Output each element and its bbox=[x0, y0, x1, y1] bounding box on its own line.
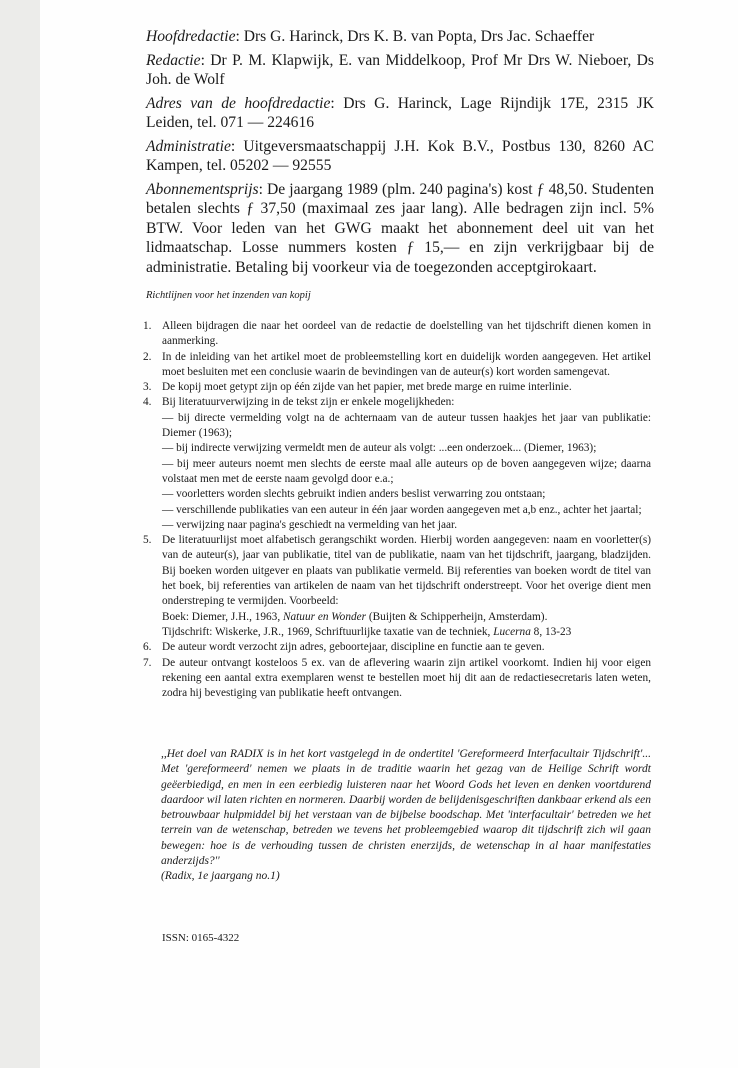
item-text: De auteur ontvangt kosteloos 5 ex. van de aflevering waarin zijn artikel voorkomt. Indien hij voor eigen rekening een aantal extra exemplaren wenst te bestellen moet hij dit aan de redactiesecretaris laten weten, zodra hij bevestiging van publikatie heeft ontvangen. bbox=[162, 656, 651, 700]
example-boek bbox=[162, 610, 651, 625]
hoofdredactie-label: Hoofdredactie bbox=[146, 28, 236, 45]
boek-title: Natuur en Wonder bbox=[282, 610, 367, 623]
example-tijdschrift bbox=[162, 625, 651, 640]
abonnement-label: Abonnementsprijs bbox=[146, 180, 259, 198]
redactie-line bbox=[146, 51, 654, 90]
hoofdredactie-text: : Drs G. Harinck, Drs K. B. van Popta, Drs Jac. Schaeffer bbox=[235, 28, 595, 45]
tijd-title: Lucerna bbox=[493, 625, 531, 638]
radix-quote bbox=[161, 747, 651, 885]
item-number: 3. bbox=[143, 381, 152, 394]
boek-pre: Boek: Diemer, J.H., 1963, bbox=[162, 610, 283, 623]
sub-item: — voorletters worden slechts gebruikt indien anders beslist verwarring zou ontstaan; bbox=[162, 488, 546, 501]
list-item bbox=[143, 656, 651, 702]
item-text: De auteur wordt verzocht zijn adres, geboortejaar, discipline en functie aan te geven. bbox=[162, 641, 545, 654]
item-number: 7. bbox=[143, 656, 152, 669]
administratie-label: Administratie bbox=[146, 137, 231, 155]
sub-item: — bij indirecte verwijzing vermeldt men de auteur als volgt: ...een onderzoek... (Diemer, 1963); bbox=[162, 442, 597, 455]
sub-item: — verwijzing naar pagina's geschiedt na vermelding van het jaar. bbox=[162, 518, 458, 531]
abonnement-text: : De jaargang 1989 (plm. 240 pagina's) kost ƒ 48,50. Studenten betalen slechts ƒ 37,50 (maximaal zes jaar lang). Alle bedragen zijn incl. 5% BTW. Voor leden van het GWG maakt het abonnement deel uit van het lidmaatschap. Losse nummers kosten ƒ 15,— en zijn verkrijgbaar bij de administratie. Betaling bij voorkeur via de toegezonden acceptgirokaart. bbox=[146, 180, 654, 276]
list-item bbox=[143, 395, 651, 533]
item-number: 6. bbox=[143, 641, 152, 654]
list-item bbox=[143, 640, 651, 655]
item-text-with-examples bbox=[162, 533, 651, 640]
abonnement-line bbox=[146, 180, 654, 278]
adres-line bbox=[146, 94, 654, 133]
administratie-text: : Uitgeversmaatschappij J.H. Kok B.V., Postbus 130, 8260 AC Kampen, tel. 05202 — 92555 bbox=[146, 137, 654, 174]
quote-source: (Radix, 1e jaargang no.1) bbox=[161, 870, 280, 883]
page-left-edge bbox=[0, 0, 40, 1068]
hoofdredactie-line bbox=[146, 27, 654, 47]
item-text: De kopij moet getypt zijn op één zijde van het papier, met brede marge en ruime interlinie. bbox=[162, 381, 572, 394]
sub-item: — verschillende publikaties van een auteur in één jaar worden aangegeven met a,b enz., achter het jaartal; bbox=[162, 503, 642, 516]
sub-item: — bij directe vermelding volgt na de achternaam van de auteur tussen haakjes het jaar van publikatie: Diemer (1963); bbox=[162, 411, 651, 440]
boek-post: (Buijten & Schipperheijn, Amsterdam). bbox=[366, 610, 548, 623]
item-number: 4. bbox=[143, 396, 152, 409]
guidelines-list bbox=[143, 319, 651, 701]
tijd-pre: Tijdschrift: Wiskerke, J.R., 1969, Schriftuurlijke taxatie van de techniek, bbox=[162, 625, 494, 638]
tijd-post: 8, 13-23 bbox=[530, 625, 572, 638]
guidelines-title: Richtlijnen voor het inzenden van kopij bbox=[146, 290, 311, 301]
administratie-line bbox=[146, 137, 654, 176]
item-text-with-subitems bbox=[162, 395, 651, 533]
item-number: 2. bbox=[143, 350, 152, 363]
item-text: In de inleiding van het artikel moet de probleemstelling kort en duidelijk worden aangegeven. Het artikel moet besluiten met een conclusie waarin de bevindingen van de auteur(s) kort worden samengevat. bbox=[162, 350, 651, 378]
list-item bbox=[143, 380, 651, 395]
adres-label: Adres van de hoofdredactie bbox=[146, 94, 331, 112]
quote-text: ,,Het doel van RADIX is in het kort vastgelegd in de ondertitel 'Gereformeerd Interfacultair Tijdschrift'... Met 'gereformeerd' nemen we plaats in de traditie waarin het gezag van de Heilige Schrift wordt geëerbiedigd, en men in een eerbiedig luisteren naar het Woord Gods het leven en denken voortdurend daardoor wil laten richten en normeren. Daarbij worden de belijdenisgeschriften dankbaar erkend als een betrouwbaar hulpmiddel bij het verstaan van de bijbelse boodschap. Met 'interfacultair' betreden we het terrein van de wetenschap, betreden we tevens het probleemgebied waarop dit tijdschrift zich wil gaan bewegen: hoe is de verhouding tussen de christen enerzijds, de wetenschap in al haar manifestaties anderzijds?'' bbox=[161, 748, 651, 868]
item-text: Alleen bijdragen die naar het oordeel van de redactie de doelstelling van het tijdschrift dienen komen in aanmerking. bbox=[162, 320, 651, 348]
redactie-text: : Dr P. M. Klapwijk, E. van Middelkoop, Prof Mr Drs W. Nieboer, Ds Joh. de Wolf bbox=[146, 51, 654, 88]
item-number: 1. bbox=[143, 320, 152, 332]
masthead bbox=[146, 27, 654, 281]
adres-text: : Drs G. Harinck, Lage Rijndijk 17E, 2315 JK Leiden, tel. 071 — 224616 bbox=[146, 94, 654, 131]
item-text: Bij literatuurverwijzing in de tekst zijn er enkele mogelijkheden: bbox=[162, 396, 455, 409]
list-item bbox=[143, 319, 651, 350]
item-number: 5. bbox=[143, 534, 152, 547]
list-item bbox=[143, 350, 651, 381]
issn-number: ISSN: 0165-4322 bbox=[162, 932, 240, 944]
sub-item: — bij meer auteurs noemt men slechts de eerste maal alle auteurs op de boven aangegeven wijze; daarna volstaat men met de eerste naam gevolgd door e.a.; bbox=[162, 457, 651, 485]
redactie-label: Redactie bbox=[146, 51, 201, 69]
item-text: De literatuurlijst moet alfabetisch gerangschikt worden. Hierbij worden aangegeven: naam en voorletter(s) van de auteur(s), jaar van publikatie, titel van de publikatie, naam van het tijdschrift, jaargang, bladzijden. Bij boeken worden uitgever en plaats van publikatie vermeld. Bij referenties van boeken wordt de titel van het boek, bij referenties van artikelen de naam van het tijdschrift onderstreept. Voor het overige dient men onderstreping te vermijden. Voorbeeld: bbox=[162, 534, 651, 608]
list-item bbox=[143, 533, 651, 640]
